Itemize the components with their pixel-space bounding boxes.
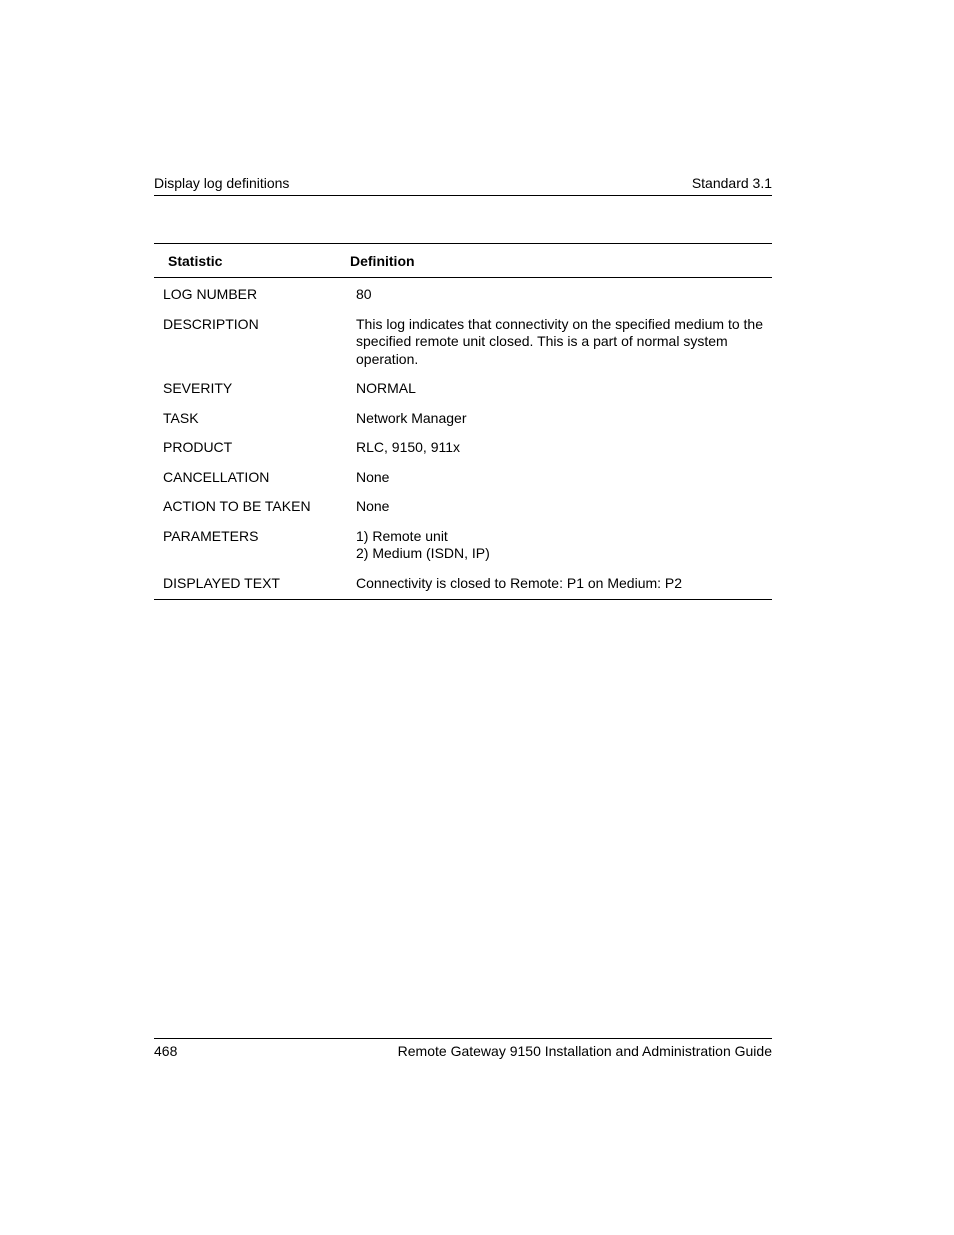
definition-cell (355, 286, 766, 304)
statistic-cell: DESCRIPTION (163, 315, 259, 332)
document-title: Remote Gateway 9150 Installation and Administration Guide (397, 1043, 772, 1059)
table-row (154, 380, 772, 398)
definition-cell (355, 439, 766, 457)
statistic-cell: DISPLAYED TEXT (163, 574, 280, 591)
definition-line: specified remote unit closed. This is a part of normal system (356, 333, 728, 349)
definition-cell (355, 380, 766, 398)
definition-cell (355, 410, 766, 428)
definition-cell (355, 498, 766, 516)
table-body (154, 278, 772, 599)
page-footer (154, 1038, 772, 1060)
statistic-cell: TASK (163, 409, 199, 426)
definition-line: 1) Remote unit (356, 527, 448, 544)
table-row (154, 410, 772, 428)
statistic-cell: PARAMETERS (163, 527, 259, 544)
header-section-title: Display log definitions (154, 175, 290, 191)
statistic-cell: ACTION TO BE TAKEN (163, 498, 311, 514)
statistic-cell: PRODUCT (163, 439, 233, 455)
statistic-cell: SEVERITY (163, 380, 233, 396)
column-header-statistic: Statistic (168, 252, 223, 269)
table-row (154, 528, 772, 563)
definition-line: None (356, 468, 390, 485)
table-row (154, 286, 772, 304)
table-row (154, 498, 772, 516)
page-number: 468 (154, 1043, 178, 1059)
definition-line: None (356, 498, 390, 514)
definition-line: 2) Medium (ISDN, IP) (356, 545, 490, 561)
definition-line: 80 (356, 286, 372, 302)
definition-line: Connectivity is closed to Remote: P1 on Medium: P2 (356, 574, 683, 591)
definition-line: operation. (356, 350, 419, 367)
column-header-definition: Definition (350, 252, 415, 269)
definition-line: This log indicates that connectivity on the specified medium to the (356, 315, 763, 332)
table-header-row (154, 244, 772, 278)
definition-line: Network Manager (356, 409, 467, 426)
definition-cell (355, 575, 766, 593)
table-row (154, 469, 772, 487)
definition-cell (355, 469, 766, 487)
header-standard-version: Standard 3.1 (691, 175, 772, 191)
definition-cell (355, 316, 766, 369)
table-row (154, 316, 772, 369)
log-definition-table (154, 243, 772, 600)
definition-line: RLC, 9150, 911x (356, 439, 461, 455)
table-row (154, 575, 772, 593)
statistic-cell: LOG NUMBER (163, 286, 258, 302)
definition-line: NORMAL (356, 380, 416, 396)
statistic-cell: CANCELLATION (163, 468, 270, 485)
definition-cell (355, 528, 766, 563)
page-header (154, 174, 772, 196)
table-row (154, 439, 772, 457)
